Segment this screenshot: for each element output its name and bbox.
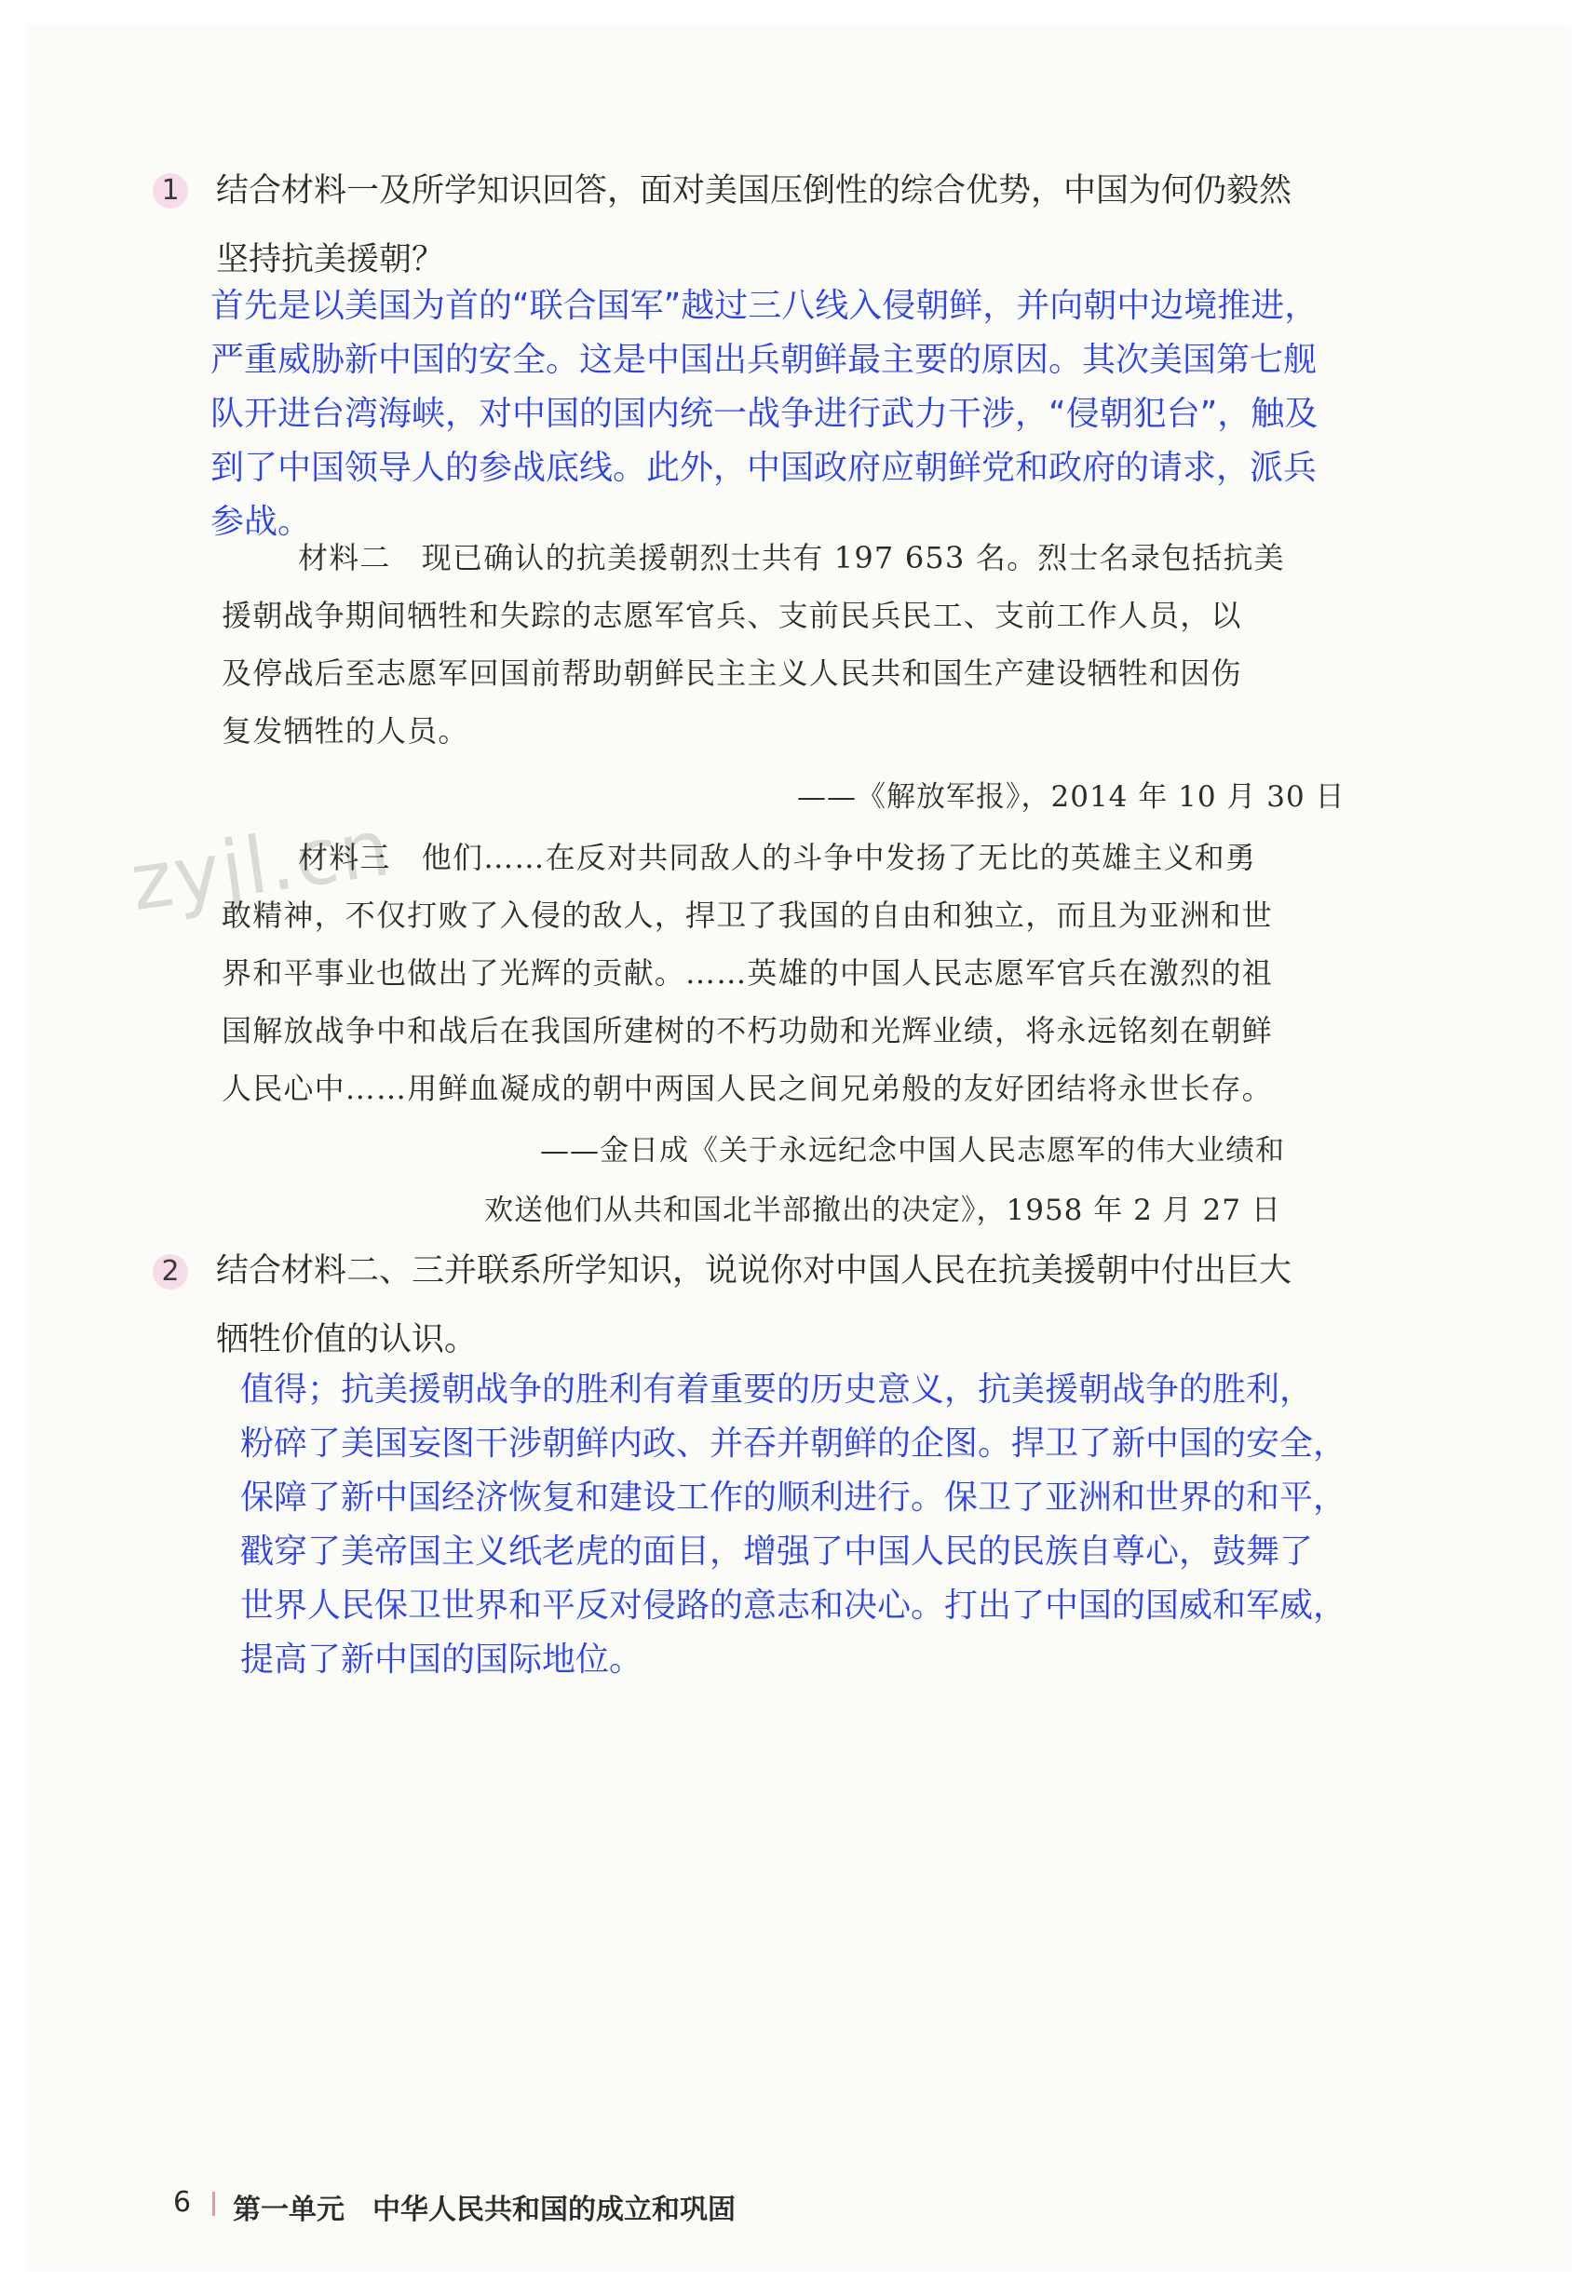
answer-1-line-3: 队开进台湾海峡，对中国的国内统一战争进行武力干涉，“侵朝犯台”，触及	[210, 395, 1319, 433]
material-3-line-3: 界和平事业也做出了光辉的贡献。……英雄的中国人民志愿军官兵在激烈的祖	[222, 955, 1273, 991]
answer-2-line-6: 提高了新中国的国际地位。	[240, 1641, 643, 1679]
answer-2-line-5: 世界人民保卫世界和平反对侵路的意志和决心。打出了中国的国威和军威，	[240, 1587, 1347, 1625]
page-number: 6	[173, 2186, 192, 2219]
question-2-line-1: 结合材料二、三并联系所学知识，说说你对中国人民在抗美援朝中付出巨大	[216, 1252, 1292, 1290]
answer-1-line-2: 严重威胁新中国的安全。这是中国出兵朝鲜最主要的原因。其次美国第七舰	[210, 341, 1318, 379]
footer-divider	[212, 2192, 215, 2216]
material-3-line-2: 敢精神，不仅打败了入侵的敌人，捍卫了我国的自由和独立，而且为亚洲和世	[222, 898, 1273, 933]
question-number-1: 1	[153, 173, 188, 209]
material-2-line-4: 复发牺牲的人员。	[222, 713, 469, 749]
answer-2-line-3: 保障了新中国经济恢复和建设工作的顺利进行。保卫了亚洲和世界的和平，	[240, 1479, 1347, 1517]
answer-2-line-4: 戳穿了美帝国主义纸老虎的面目，增强了中国人民的民族自尊心，鼓舞了	[240, 1533, 1314, 1571]
material-2-line-1: 材料二 现已确认的抗美援朝烈士共有 197 653 名。烈士名录包括抗美	[298, 540, 1285, 575]
answer-1-line-5: 参战。	[210, 503, 312, 541]
material-3-source-line-1: ——金日成《关于永远纪念中国人民志愿军的伟大业绩和	[540, 1134, 1285, 1168]
unit-title: 第一单元 中华人民共和国的成立和巩固	[233, 2194, 736, 2226]
material-2-source: ——《解放军报》，2014 年 10 月 30 日	[797, 780, 1346, 814]
answer-1-line-4: 到了中国领导人的参战底线。此外，中国政府应朝鲜党和政府的请求，派兵	[210, 449, 1318, 487]
material-3-line-5: 人民心中……用鲜血凝成的朝中两国人民之间兄弟般的友好团结将永世长存。	[222, 1071, 1273, 1106]
question-1-line-1: 结合材料一及所学知识回答，面对美国压倒性的综合优势，中国为何仍毅然	[216, 172, 1292, 209]
answer-1-line-1: 首先是以美国为首的“联合国军”越过三八线入侵朝鲜，并向朝中边境推进，	[210, 287, 1319, 325]
question-2-line-2: 牺牲价值的认识。	[216, 1321, 478, 1358]
question-1-line-2: 坚持抗美援朝？	[216, 241, 445, 278]
material-2-line-3: 及停战后至志愿军回国前帮助朝鲜民主主义人民共和国生产建设牺牲和因伤	[222, 655, 1242, 691]
watermark: zyjl.cn	[125, 801, 398, 929]
question-number-2: 2	[153, 1254, 188, 1290]
material-3-line-4: 国解放战争中和战后在我国所建树的不朽功勋和光辉业绩，将永远铭刻在朝鲜	[222, 1013, 1273, 1048]
answer-2-line-2: 粉碎了美国妄图干涉朝鲜内政、并吞并朝鲜的企图。捍卫了新中国的安全，	[240, 1425, 1347, 1463]
material-2-line-2: 援朝战争期间牺牲和失踪的志愿军官兵、支前民兵民工、支前工作人员，以	[222, 598, 1242, 633]
material-3-source-line-2: 欢送他们从共和国北半部撤出的决定》，1958 年 2 月 27 日	[484, 1194, 1281, 1227]
answer-2-line-1: 值得；抗美援朝战争的胜利有着重要的历史意义，抗美援朝战争的胜利，	[240, 1371, 1314, 1409]
material-3-line-1: 材料三 他们……在反对共同敌人的斗争中发扬了无比的英雄主义和勇	[298, 840, 1257, 875]
